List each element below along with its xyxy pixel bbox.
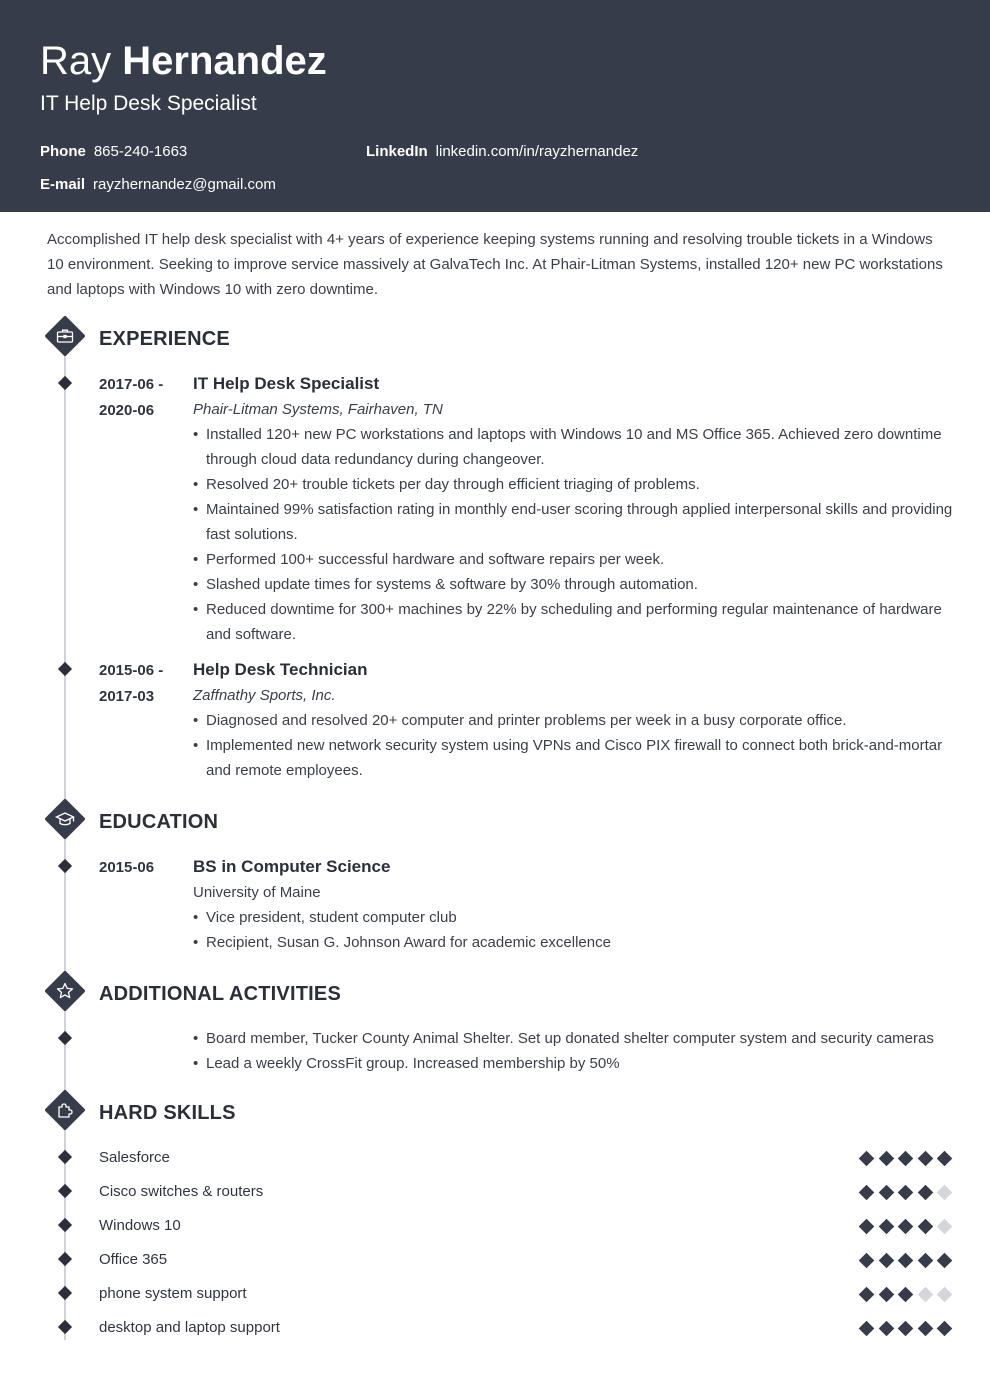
rating-diamond-filled	[917, 1219, 933, 1235]
list-item: • Recipient, Susan G. Johnson Award for academic excellence	[193, 930, 953, 955]
rating-diamond-filled	[898, 1253, 914, 1269]
rating-diamond-filled	[917, 1151, 933, 1167]
school: University of Maine	[193, 884, 321, 901]
phone-contact	[40, 142, 187, 162]
job-1-date-end: 2020-06	[99, 402, 155, 419]
job-2-title: Help Desk Technician	[193, 660, 368, 679]
rating-diamond-filled	[859, 1219, 875, 1235]
skill-rating	[858, 1286, 954, 1302]
linkedin-link[interactable]: linkedin.com/in/rayzhernandez	[435, 143, 639, 160]
job-1	[193, 371, 953, 647]
rating-diamond-filled	[878, 1253, 894, 1269]
list-item: • Lead a weekly CrossFit group. Increased membership by 50%	[193, 1051, 953, 1076]
job-2-bullets	[193, 708, 953, 783]
skill-name: phone system support	[99, 1285, 247, 1302]
linkedin-contact	[366, 142, 638, 162]
rating-diamond-filled	[859, 1151, 875, 1167]
rating-diamond-filled	[859, 1185, 875, 1201]
rating-diamond-filled	[878, 1287, 894, 1303]
rating-diamond-filled	[898, 1219, 914, 1235]
rating-diamond-filled	[859, 1321, 875, 1337]
skill-name: Cisco switches & routers	[99, 1183, 264, 1200]
list-item: • Performed 100+ successful hardware and software repairs per week.	[193, 547, 953, 572]
timeline-marker	[58, 1218, 72, 1232]
timeline-marker	[58, 1252, 72, 1266]
timeline-marker	[58, 1286, 72, 1300]
activities-entry	[193, 1026, 953, 1076]
list-item: • Board member, Tucker County Animal Shelter. Set up donated shelter computer system and security cameras	[193, 1026, 953, 1051]
rating-diamond-filled	[898, 1287, 914, 1303]
job-1-dates	[99, 372, 163, 424]
resume-header	[0, 0, 990, 212]
timeline-marker	[58, 662, 72, 676]
skill-rating	[858, 1184, 954, 1200]
list-item: • Implemented new network security system using VPNs and Cisco PIX firewall to connect both brick-and-mortar and remote employees.	[193, 733, 953, 783]
job-1-title: IT Help Desk Specialist	[193, 374, 380, 393]
timeline-marker	[58, 1150, 72, 1164]
first-name: Ray	[40, 39, 112, 83]
rating-diamond-filled	[898, 1321, 914, 1337]
list-item: • Maintained 99% satisfaction rating in monthly end-user scoring through applied interpersonal skills and providing fast solutions.	[193, 497, 953, 547]
job-2-company: Zaffnathy Sports, Inc.	[193, 687, 336, 704]
timeline-marker	[58, 1031, 72, 1045]
list-item: • Reduced downtime for 300+ machines by 22% by scheduling and performing regular maintenance of hardware and software.	[193, 597, 953, 647]
rating-diamond-empty	[937, 1219, 953, 1235]
timeline-marker	[58, 376, 72, 390]
list-item: • Vice president, student computer club	[193, 905, 953, 930]
phone-label: Phone	[40, 143, 86, 160]
rating-diamond-filled	[898, 1185, 914, 1201]
job-2-date-start: 2015-06 -	[99, 662, 164, 679]
education-entry	[193, 854, 953, 955]
rating-diamond-filled	[878, 1219, 894, 1235]
skills-heading: HARD SKILLS	[99, 1102, 236, 1124]
job-2-date-end: 2017-03	[99, 688, 155, 705]
email-link[interactable]: rayzhernandez@gmail.com	[93, 176, 276, 193]
education-date: 2015-06	[99, 859, 155, 876]
star-icon	[48, 974, 82, 1008]
education-bullets	[193, 905, 953, 955]
rating-diamond-empty	[937, 1287, 953, 1303]
briefcase-icon	[48, 319, 82, 353]
job-1-company: Phair-Litman Systems, Fairhaven, TN	[193, 401, 443, 418]
job-2	[193, 657, 953, 783]
rating-diamond-empty	[917, 1287, 933, 1303]
rating-diamond-filled	[878, 1185, 894, 1201]
education-heading: EDUCATION	[99, 811, 219, 833]
skill-rating	[858, 1218, 954, 1234]
skill-rating	[858, 1252, 954, 1268]
profile-summary: Accomplished IT help desk specialist with 4+ years of experience keeping systems running and resolving trouble tickets in a Windows 10 environment. Seeking to improve service massively at GalvaTech Inc. At Phair-Litman Systems, installed 120+ new PC workstations and laptops with Windows 10 with zero downtime.	[47, 231, 943, 298]
timeline-marker	[58, 1320, 72, 1334]
rating-diamond-filled	[937, 1253, 953, 1269]
candidate-name	[40, 38, 327, 84]
rating-diamond-filled	[878, 1321, 894, 1337]
puzzle-icon	[48, 1093, 82, 1127]
activities-bullets	[193, 1026, 953, 1076]
experience-heading: EXPERIENCE	[99, 328, 230, 350]
list-item: • Diagnosed and resolved 20+ computer and printer problems per week in a busy corporate office.	[193, 708, 953, 733]
list-item: • Resolved 20+ trouble tickets per day through efficient triaging of problems.	[193, 472, 953, 497]
skill-name: Windows 10	[99, 1217, 181, 1234]
job-title: IT Help Desk Specialist	[40, 92, 257, 115]
degree: BS in Computer Science	[193, 857, 391, 876]
skill-rating	[858, 1320, 954, 1336]
job-1-bullets	[193, 422, 953, 647]
rating-diamond-filled	[917, 1253, 933, 1269]
skill-name: Salesforce	[99, 1149, 170, 1166]
phone-value: 865-240-1663	[93, 143, 188, 160]
rating-diamond-filled	[937, 1151, 953, 1167]
list-item: • Installed 120+ new PC workstations and laptops with Windows 10 and MS Office 365. Achieved zero downtime through cloud data redundancy during changeover.	[193, 422, 953, 472]
activities-heading: ADDITIONAL ACTIVITIES	[99, 983, 341, 1005]
skill-name: desktop and laptop support	[99, 1319, 280, 1336]
timeline-marker	[58, 1184, 72, 1198]
skill-rating	[858, 1150, 954, 1166]
job-2-dates	[99, 658, 163, 710]
graduation-cap-icon	[48, 802, 82, 836]
skill-name: Office 365	[99, 1251, 168, 1268]
linkedin-label: LinkedIn	[366, 143, 428, 160]
rating-diamond-empty	[937, 1185, 953, 1201]
rating-diamond-filled	[859, 1287, 875, 1303]
rating-diamond-filled	[937, 1321, 953, 1337]
rating-diamond-filled	[878, 1151, 894, 1167]
last-name: Hernandez	[122, 39, 327, 83]
rating-diamond-filled	[859, 1253, 875, 1269]
list-item: • Slashed update times for systems & software by 30% through automation.	[193, 572, 953, 597]
rating-diamond-filled	[917, 1185, 933, 1201]
timeline-marker	[58, 859, 72, 873]
email-contact	[40, 175, 276, 195]
email-label: E-mail	[40, 176, 86, 193]
rating-diamond-filled	[917, 1321, 933, 1337]
job-1-date-start: 2017-06 -	[99, 376, 164, 393]
rating-diamond-filled	[898, 1151, 914, 1167]
